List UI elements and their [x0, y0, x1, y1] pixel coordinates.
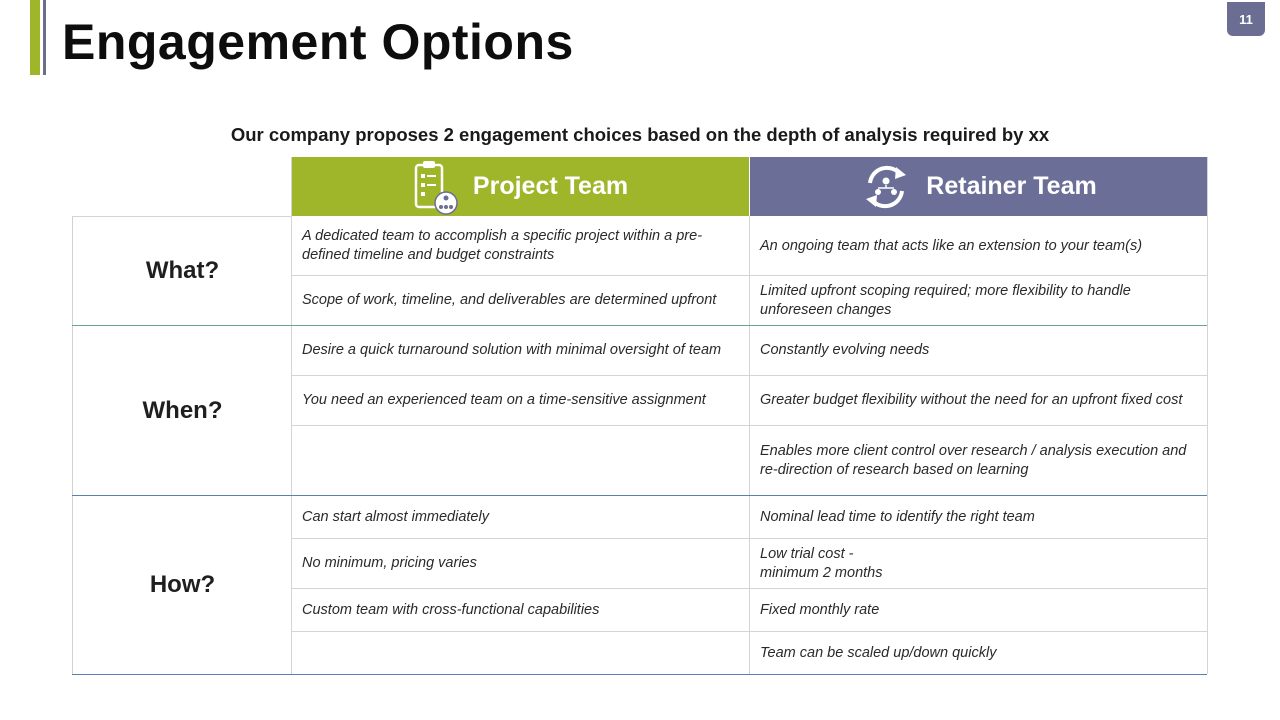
title-accent-line [43, 0, 46, 75]
cell-how-project-1: Can start almost immediately [302, 508, 489, 525]
cell-what-retainer-1: An ongoing team that acts like an extension to your team(s) [760, 237, 1143, 254]
cell-what-project-2: Scope of work, timeline, and deliverables are determined upfront [302, 292, 717, 308]
project-team-label: Project Team [472, 172, 629, 200]
cell-what-project-1: A dedicated team to accomplish a specific project within a pre-defined timeline and budget constraints [302, 228, 703, 263]
clipboard-team-icon [413, 159, 459, 215]
cell-how-retainer-1: Nominal lead time to identify the right team [760, 508, 1035, 525]
cycle-team-icon [860, 161, 912, 213]
cell-when-project-3 [292, 426, 749, 495]
grid-line [1207, 157, 1208, 674]
table-bottom-border [72, 674, 1207, 675]
cell-when-retainer-3: Enables more client control over research / analysis execution and re-direction of research based on learning [760, 442, 1187, 478]
retainer-team-header [750, 157, 1207, 216]
cell-when-project-1: Desire a quick turnaround solution with minimal oversight of team [302, 342, 722, 358]
cell-how-project-2: No minimum, pricing varies [302, 555, 477, 571]
section-label-when: When? [72, 326, 292, 495]
cell-how-retainer-2: Low trial cost - minimum 2 months [760, 545, 883, 581]
retainer-team-label: Retainer Team [926, 172, 1097, 200]
cell-when-retainer-2: Greater budget flexibility without the need for an upfront fixed cost [760, 392, 1183, 408]
cell-how-retainer-3: Fixed monthly rate [760, 601, 880, 618]
cell-when-project-2: You need an experienced team on a time-sensitive assignment [302, 392, 706, 408]
section-label-how: How? [72, 496, 292, 674]
page-title: Engagement Options [62, 14, 574, 70]
cell-how-project-4 [292, 632, 749, 674]
cell-when-retainer-1: Constantly evolving needs [760, 342, 930, 358]
subtitle: Our company proposes 2 engagement choices based on the depth of analysis required by xx [230, 124, 1050, 145]
cell-how-retainer-4: Team can be scaled up/down quickly [760, 644, 997, 661]
section-label-what: What? [72, 217, 292, 325]
page-number-badge: 11 [1227, 2, 1265, 36]
title-accent-bar [30, 0, 40, 75]
project-team-header [292, 157, 749, 216]
cell-how-project-3: Custom team with cross-functional capabilities [302, 601, 600, 618]
cell-what-retainer-2: Limited upfront scoping required; more flexibility to handle unforeseen changes [760, 282, 1131, 318]
